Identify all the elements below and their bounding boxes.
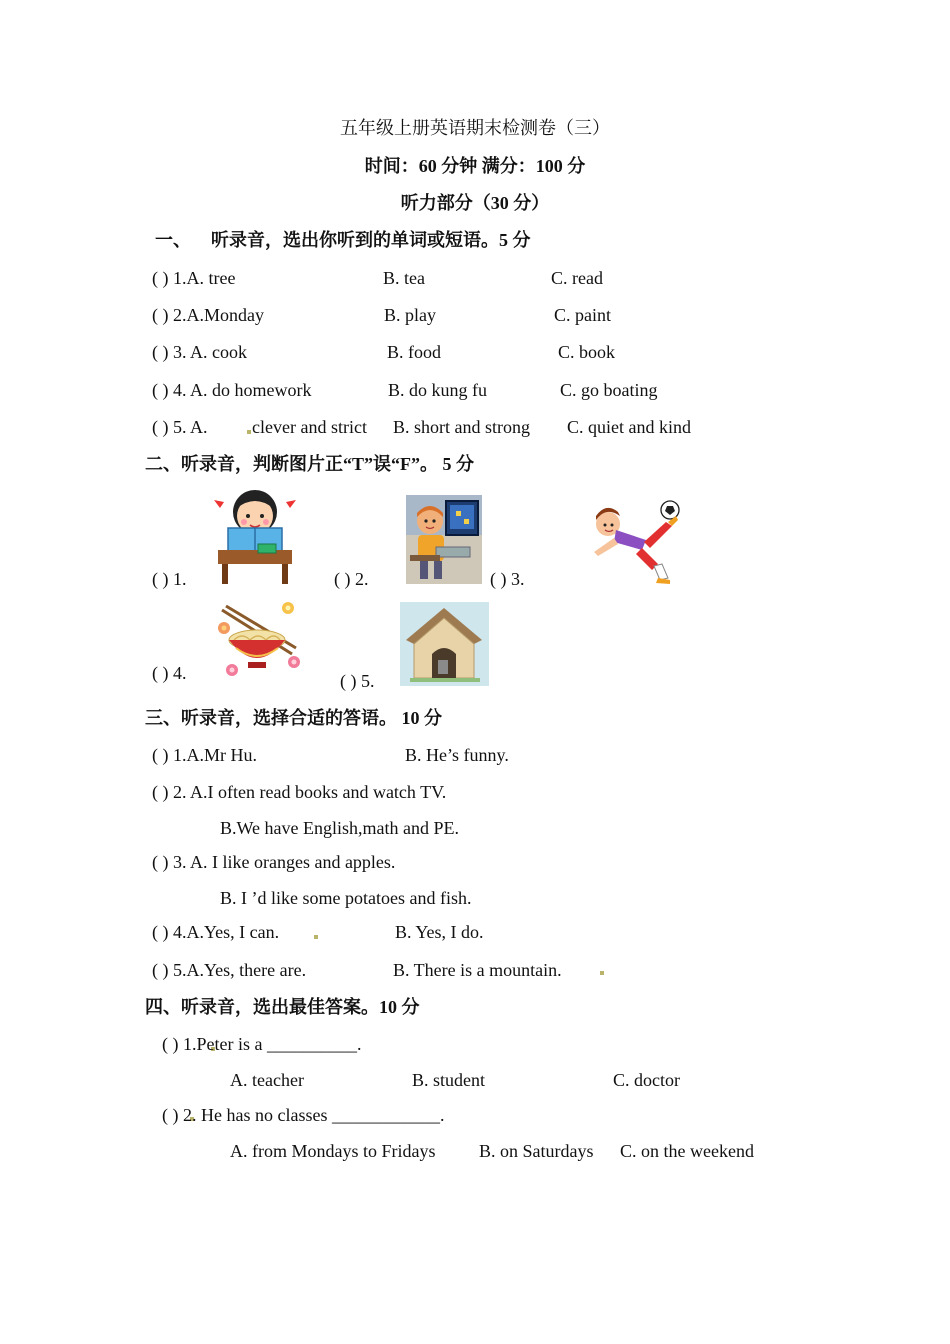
p1-q5: ( ) 5. A. xyxy=(152,417,208,437)
girl-reading-icon xyxy=(212,486,298,586)
p3-q4-a: ( ) 4.A.Yes, I can. xyxy=(152,922,280,942)
house-icon xyxy=(400,602,489,686)
p3-q1-b: B. He’s funny. xyxy=(405,745,509,765)
p3-q1-a: ( ) 1.A.Mr Hu. xyxy=(152,745,257,765)
p1-q5-a: clever and strict xyxy=(252,417,367,437)
part2-heading: 二、听录音，判断图片正“T”误“F”。 5 分 xyxy=(145,454,474,474)
part1-heading: 听录音，选出你听到的单词或短语。5 分 xyxy=(211,230,531,250)
stray-dot xyxy=(314,935,318,939)
p1-q5-c: C. quiet and kind xyxy=(567,417,691,437)
p3-q2-a: ( ) 2. A.I often read books and watch TV. xyxy=(152,782,447,802)
p2-label-5: ( ) 5. xyxy=(340,671,375,691)
page-title: 五年级上册英语期末检测卷（三） xyxy=(340,118,610,138)
p1-q2-c: C. paint xyxy=(554,305,611,325)
p1-q1-c: C. read xyxy=(551,268,603,288)
p2-label-3: ( ) 3. xyxy=(490,569,525,589)
p3-q2-b: B.We have English,math and PE. xyxy=(220,818,460,838)
p3-q5-b: B. There is a mountain. xyxy=(393,960,562,980)
p4-q2-a: A. from Mondays to Fridays xyxy=(230,1141,436,1161)
p3-q3-a: ( ) 3. A. I like oranges and apples. xyxy=(152,852,396,872)
p3-q5-a: ( ) 5.A.Yes, there are. xyxy=(152,960,307,980)
stray-dot xyxy=(247,430,251,434)
p3-q4-b: B. Yes, I do. xyxy=(395,922,484,942)
p1-q4-c: C. go boating xyxy=(560,380,658,400)
p4-q2-b: B. on Saturdays xyxy=(479,1141,594,1161)
p4-q1-b: B. student xyxy=(412,1070,486,1090)
stray-dot xyxy=(600,971,604,975)
p2-label-1: ( ) 1. xyxy=(152,569,187,589)
noodle-bowl-icon xyxy=(212,600,302,682)
p1-q3: ( ) 3. A. cook xyxy=(152,342,247,362)
p1-q3-c: C. book xyxy=(558,342,616,362)
p1-q4: ( ) 4. A. do homework xyxy=(152,380,312,400)
p1-q4-b: B. do kung fu xyxy=(388,380,487,400)
p1-q5-b: B. short and strong xyxy=(393,417,530,437)
p1-q1-b: B. tea xyxy=(383,268,425,288)
boy-football-icon xyxy=(588,500,686,586)
p1-q1: ( ) 1.A. tree xyxy=(152,268,236,288)
p4-q2: ( ) 2. He has no classes ____________. xyxy=(162,1105,445,1125)
p3-q3-b: B. I ’d like some potatoes and fish. xyxy=(220,888,472,908)
part3-heading: 三、听录音，选择合适的答语。 10 分 xyxy=(145,708,442,728)
time-score-line: 时间：60 分钟 满分：100 分 xyxy=(364,156,586,176)
p1-q2: ( ) 2.A.Monday xyxy=(152,305,264,325)
p4-q1-c: C. doctor xyxy=(613,1070,680,1090)
p2-label-4: ( ) 4. xyxy=(152,663,187,683)
p4-q1-a: A. teacher xyxy=(230,1070,304,1090)
part1-heading-number: 一、 xyxy=(155,230,191,250)
p1-q2-b: B. play xyxy=(384,305,436,325)
p4-q1: ( ) 1.Peter is a __________. xyxy=(162,1034,362,1054)
p4-q2-c: C. on the weekend xyxy=(620,1141,754,1161)
p1-q3-b: B. food xyxy=(387,342,441,362)
boy-computer-icon xyxy=(406,495,482,584)
part4-heading: 四、听录音，选出最佳答案。10 分 xyxy=(145,997,420,1017)
listening-section-title: 听力部分（30 分） xyxy=(400,193,550,213)
p2-label-2: ( ) 2. xyxy=(334,569,369,589)
